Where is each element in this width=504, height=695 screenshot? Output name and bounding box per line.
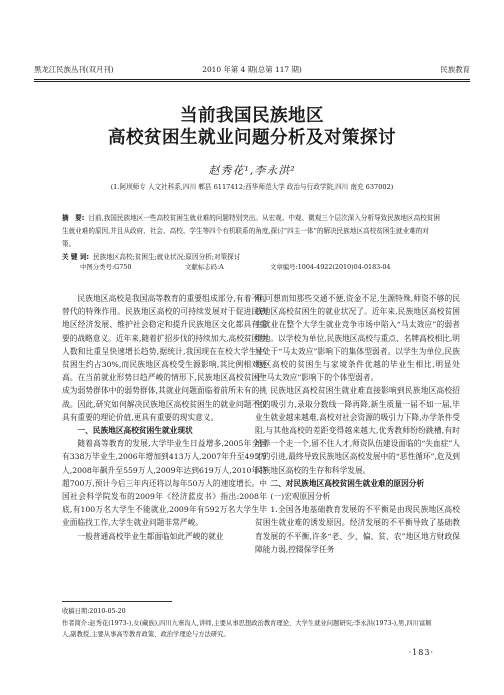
issue-info: 2010 年第 4 期(总第 117 期) bbox=[202, 65, 302, 74]
author-info: 作者简介:赵秀花(1973-),女(藏族),四川九寨沟人,讲师,主要从事思想政治教育理论、大学生就业问题研究;李永洪(1973-),男,四川富顺人,副教授,主要从事高等教育政策、政治学理论与方法研究。 bbox=[62, 619, 432, 638]
article-number: 文章编号:1004-4922(2010)04-0183-04 bbox=[270, 263, 391, 271]
keywords-label: 关 键 词: bbox=[62, 253, 90, 261]
section-2-heading: 二、对民族地区高校贫困生就业难的原因分析 bbox=[270, 478, 425, 488]
footnote-rule bbox=[62, 601, 172, 602]
doc-code: 文献标志码:A bbox=[185, 263, 224, 271]
abstract-text: 目前,我国民族地区一些高校贫困生就业难的问题特别突出。从宏观、中观、微观三个层次深入分析导致民族地区高校贫困生就业难的原因,并且从政府、社会、高校、学生等四个有机联系的角度,探讨“四主一体”的解决民族地区高校贫困生就业难的对策。 bbox=[62, 214, 440, 248]
paragraph: 难,可想而知那些交通不便,资金不足,生源特殊,师资不够的民族地区高校贫困生的就业状况了。近年来,民族地区高校贫困生就业在整个大学生就业竞争市场中陷入“马太效应”的弱者境地。以学校为单位,民族地区高校与重点、名牌高校相比,明显处于“马太效应”影响下的集体型弱者。以学生为单位,民族地区高校的贫困生与家境条件优越的毕业生相比,明显处于“马太效应”影响下的个体型弱者。 bbox=[255, 294, 460, 383]
abstract-block bbox=[62, 212, 442, 264]
paragraph: 民族地区高校贫困生就业难直接影响到民族地区高校招生的吸引力,录取分数线一降再降,新生质量一届不如一届,毕业生就业越来越难,高校对社会资源的吸引力下降,办学条件受阻,与其他高校的差距变得越来越大,优秀教师纷纷跳槽,有时培养一个走一个,留不住人才,师资队伍建设面临的“失血症”人才的引进,最终导致民族地区高校发展中的“恶性循环”,危及到民族地区高校的生存和科学发展。 bbox=[255, 386, 460, 475]
footnotes bbox=[62, 606, 434, 641]
received-date: 收稿日期:2010-05-20 bbox=[62, 608, 126, 615]
left-column bbox=[62, 292, 267, 543]
intro-paragraph: 民族地区高校是我国高等教育的重要组成部分,有着不可替代的特殊作用。民族地区高校的可持续发展对于促进民族地区经济发展、维护社会稳定和提升民族地区文化都具有重要的战略意义。近年来,随着扩招步伐的持续加大,高校贫困生人数和比重呈快速增长趋势,据统计,我国现在在校大学生中,贫困生约占30%,而民族地区高校受生源影响,其比例相对更高。在当前就业形势日趋严峻的情形下,民族地区高校贫困生成为弱势群体中的弱势群体,其就业问题面临着前所未有的挑战。因此,研究如何解决民族地区高校贫困生的就业问题不仅具有重要的理论价值,更具有重要的现实意义。 bbox=[62, 294, 267, 422]
abstract bbox=[62, 212, 442, 251]
keywords-text: 民族地区高校;贫困生;就业状况;原因分析;对策探讨 bbox=[93, 253, 241, 261]
affiliation: (1.阿坝师专 人文社科系,四川 郫县 6117412;西华师范大学 政治与行政学院,四川 南充 637002) bbox=[110, 183, 394, 191]
journal-name: 黑龙江民族丛刊(双月刊) bbox=[34, 65, 114, 74]
title-line-1: 当前我国民族地区 bbox=[180, 106, 324, 126]
section-name: 民族教育 bbox=[440, 65, 470, 74]
subsection-heading: (一)宏观原因分析 bbox=[270, 492, 331, 502]
page-number: ·183· bbox=[408, 648, 434, 657]
paragraph: 随着高等教育的发展,大学毕业生日益增多,2005年全国有338万毕业生,2006年增加到413万人,2007年升至495万人,2008年飙升至559万人,2009年达到619万人,2010年将超700万,预计今后三年内还将以每年50万人的速度增长。中国社会科学院发布的2009年《经济蓝皮书》指出:2008年底,有100万名大学生不能就业,2009年有592万名大学生毕业面临找工作,大学生就业问题非常严峻。 bbox=[62, 439, 267, 528]
abstract-label: 摘 要: bbox=[62, 214, 85, 222]
classification-line bbox=[80, 262, 434, 274]
right-column bbox=[255, 292, 460, 556]
title-line-2: 高校贫困生就业问题分析及对策探讨 bbox=[108, 128, 396, 148]
paragraph: 一般普通高校毕业生都面临如此严峻的就业 bbox=[77, 531, 224, 541]
section-1-heading: 一、民族地区高校贫困生就业现状 bbox=[77, 426, 193, 436]
paragraph: 1.全国各地基础教育发展的不平衡是由现民族地区高校贫困生就业难的诱发原因。经济发展的不平衡导致了基础教育发展的不平衡,许多“老、少、偏、贫、农”地区地方财政保障能力弱,控辍保学任务 bbox=[255, 505, 460, 554]
header-rule bbox=[34, 79, 470, 80]
authors: 赵秀花¹,李永洪² bbox=[208, 164, 296, 177]
running-header bbox=[34, 62, 470, 78]
header-rule-double bbox=[34, 81, 470, 82]
clc-number: 中图分类号:G750 bbox=[80, 263, 132, 271]
